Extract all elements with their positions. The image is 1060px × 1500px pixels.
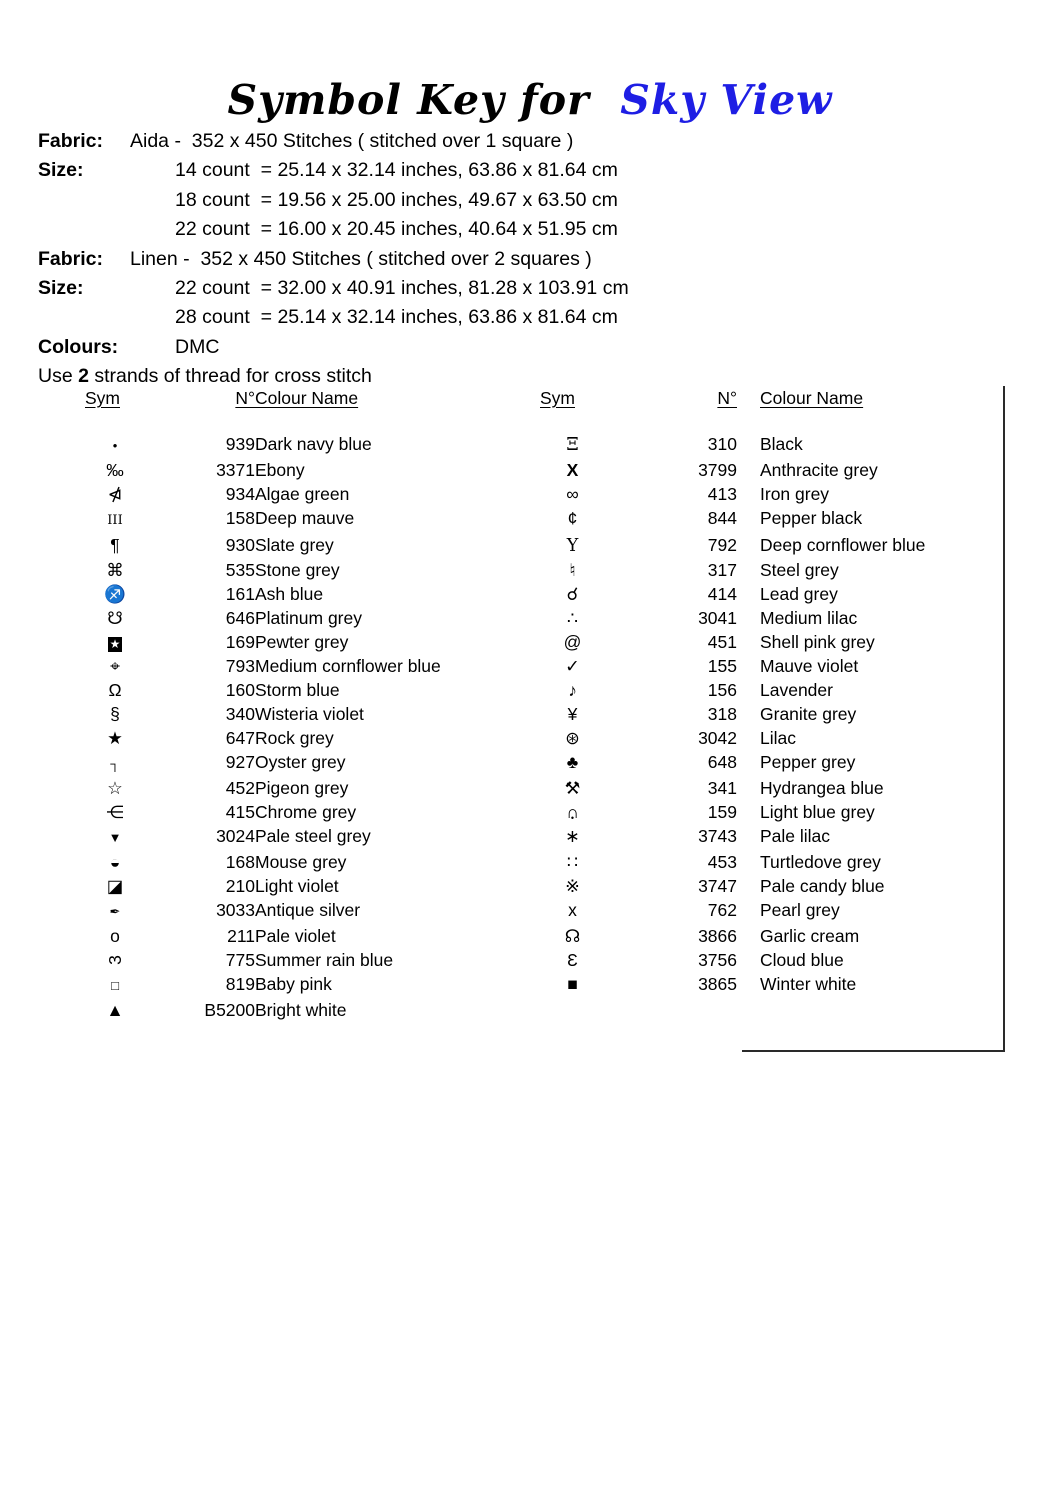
sym-cell: ┐ <box>110 756 120 771</box>
colour-name-cell: Granite grey <box>760 704 857 724</box>
table-row <box>85 998 1005 1022</box>
number-cell: 646 <box>225 608 255 628</box>
number-cell: 3866 <box>698 926 737 946</box>
number-cell: 3024 <box>216 826 255 846</box>
info-text: 18 count = 19.56 x 25.00 inches, 49.67 x 63.50 cm <box>175 188 618 211</box>
colour-name-cell: Black <box>760 434 803 454</box>
colour-name-cell: Rock grey <box>255 728 334 748</box>
sym-cell <box>540 998 605 1022</box>
info-label: Fabric: <box>38 130 104 152</box>
sym-cell: ⌘ <box>106 560 124 580</box>
number-cell: 3371 <box>216 460 255 480</box>
colour-name-cell: Pale candy blue <box>760 876 885 896</box>
number-cell: 415 <box>225 802 255 822</box>
info-row <box>38 186 1028 215</box>
sym-cell: ▲ <box>106 1000 124 1020</box>
colour-name-cell <box>737 998 1005 1022</box>
table-bottom-border <box>742 1050 1005 1052</box>
number-cell: 793 <box>225 656 255 676</box>
table-row <box>85 606 1005 630</box>
colour-name-cell: Light blue grey <box>760 802 875 822</box>
sym-cell: Y <box>566 536 579 556</box>
sym-cell: ⋲ <box>106 802 124 822</box>
sym-cell: o <box>110 926 120 946</box>
page-title <box>0 76 1060 124</box>
table-row <box>85 582 1005 606</box>
number-cell: 452 <box>225 778 255 798</box>
number-cell: 762 <box>707 900 737 920</box>
colour-name-cell: Deep mauve <box>255 508 355 528</box>
number-cell: 211 <box>227 926 255 946</box>
colour-name-cell: Platinum grey <box>255 608 362 628</box>
colour-name-cell: Medium lilac <box>760 608 858 628</box>
sym-cell: ∴ <box>566 608 579 628</box>
colour-name-cell: Algae green <box>255 484 350 504</box>
pattern-name: Sky View <box>605 76 833 124</box>
info-label: Size: <box>38 159 84 182</box>
sym-cell: @ <box>563 632 582 652</box>
number-cell: 451 <box>707 632 737 652</box>
sym-cell: □ <box>111 978 119 993</box>
number-cell: 939 <box>225 434 255 454</box>
colour-name-cell: Turtledove grey <box>760 852 881 872</box>
info-row <box>38 156 1028 185</box>
sym-cell: ☋ <box>107 608 123 628</box>
number-cell: 3041 <box>698 608 737 628</box>
header-name-right: Colour Name <box>760 388 864 408</box>
table-row <box>85 702 1005 726</box>
colour-name-cell: Deep cornflower blue <box>760 535 926 555</box>
number-cell: 819 <box>225 974 255 994</box>
table-row <box>85 948 1005 972</box>
header-sym-right: Sym <box>540 388 575 408</box>
sym-cell: Ω <box>108 680 122 700</box>
colour-name-cell: Pearl grey <box>760 900 840 920</box>
info-label <box>38 303 130 332</box>
info-text: Aida - 352 x 450 Stitches ( stitched over 1 square ) <box>130 130 574 152</box>
table-row <box>85 726 1005 750</box>
colour-name-cell: Mauve violet <box>760 656 859 676</box>
number-cell: 3865 <box>698 974 737 994</box>
colour-name-cell: Storm blue <box>255 680 340 700</box>
sym-cell: ☊ <box>564 926 581 946</box>
strands-note-post: strands of thread for cross stitch <box>88 365 372 388</box>
table-row <box>85 533 1005 558</box>
colour-name-cell: Ebony <box>255 460 305 480</box>
info-label: Size: <box>38 277 84 300</box>
info-row <box>38 274 1028 303</box>
sym-cell: ∩ • <box>540 800 605 824</box>
sym-cell: III <box>107 513 123 528</box>
table-header-row <box>85 388 1005 414</box>
strands-count: 2 <box>78 365 89 388</box>
table-right-border <box>1003 386 1005 1052</box>
table-row <box>85 678 1005 702</box>
sym-cell: ¢ <box>567 508 578 528</box>
colour-name-cell: Antique silver <box>255 900 361 920</box>
number-cell: 340 <box>225 704 255 724</box>
number-cell: 341 <box>707 778 737 798</box>
number-cell: 792 <box>707 535 737 555</box>
number-cell: 535 <box>225 560 255 580</box>
colour-name-cell: Pewter grey <box>255 632 349 652</box>
sym-cell: ¶ <box>110 535 120 555</box>
number-cell: 318 <box>707 704 737 724</box>
number-cell: 413 <box>707 484 737 504</box>
colour-name-cell: Lilac <box>760 728 796 748</box>
colour-name-cell: Cloud blue <box>760 950 844 970</box>
number-cell: 647 <box>225 728 255 748</box>
colour-name-cell: Stone grey <box>255 560 340 580</box>
table-row <box>85 924 1005 948</box>
number-cell: 3799 <box>698 460 737 480</box>
sym-cell: ✒ <box>109 904 121 919</box>
colour-name-cell: Ash blue <box>255 584 324 604</box>
colour-name-cell: Pale violet <box>255 926 336 946</box>
colour-name-cell: Medium cornflower blue <box>255 656 441 676</box>
colour-name-cell: Baby pink <box>255 974 332 994</box>
table-row <box>85 776 1005 800</box>
colour-name-cell: Hydrangea blue <box>760 778 884 798</box>
number-cell: 648 <box>707 752 737 772</box>
colour-name-cell: Anthracite grey <box>760 460 878 480</box>
colour-name-cell: Summer rain blue <box>255 950 394 970</box>
colour-name-cell: Slate grey <box>255 535 334 555</box>
table-row <box>85 654 1005 678</box>
number-cell: 934 <box>225 484 255 504</box>
table-row <box>85 750 1005 776</box>
sym-cell: ✓ <box>565 656 580 676</box>
table-row <box>85 506 1005 533</box>
colour-name-cell: Wisteria violet <box>255 704 364 724</box>
number-cell: 927 <box>225 752 255 772</box>
colour-name-cell: Shell pink grey <box>760 632 875 652</box>
symbol-key-table <box>85 388 1005 1022</box>
sym-cell: ★ <box>107 728 123 748</box>
sym-cell: x <box>568 900 577 920</box>
sym-cell: ◒ <box>109 852 121 872</box>
table-row <box>85 800 1005 824</box>
sym-cell: ¥ <box>567 704 578 724</box>
info-row <box>38 127 1028 156</box>
sym-cell: ※ <box>565 876 580 896</box>
number-cell <box>605 998 737 1022</box>
sym-cell: ♐ <box>104 584 126 604</box>
info-row <box>38 333 1028 362</box>
number-cell: 3033 <box>216 900 255 920</box>
info-row <box>38 245 1028 274</box>
sym-cell: ☌ <box>566 584 579 604</box>
table-row <box>85 414 1005 458</box>
sym-cell: ◪ <box>106 876 124 896</box>
info-text: DMC <box>175 335 220 358</box>
info-text: 22 count = 16.00 x 20.45 inches, 40.64 x 51.95 cm <box>175 218 618 241</box>
table-row <box>85 850 1005 874</box>
sym-cell: ∞ <box>566 484 579 504</box>
number-cell: 844 <box>707 508 737 528</box>
info-row <box>38 303 1028 332</box>
number-cell: 775 <box>225 950 255 970</box>
number-cell: 3747 <box>698 876 737 896</box>
table-row <box>85 898 1005 924</box>
table-row <box>85 972 1005 998</box>
table-row <box>85 558 1005 582</box>
colour-name-cell: Mouse grey <box>255 852 347 872</box>
number-cell: 453 <box>707 852 737 872</box>
number-cell: 210 <box>225 876 255 896</box>
sym-cell: Ξ <box>566 435 579 455</box>
info-label: Fabric: <box>38 247 104 270</box>
number-cell: 3743 <box>698 826 737 846</box>
number-cell: 168 <box>225 852 255 872</box>
sym-cell: X <box>566 460 579 480</box>
header-sym-left: Sym <box>85 388 120 408</box>
sym-cell: ■ <box>567 974 578 994</box>
number-cell: 169 <box>225 632 255 652</box>
sym-cell: ∗ <box>565 826 580 846</box>
colour-name-cell: Pepper grey <box>760 752 856 772</box>
info-label: Colours: <box>38 335 119 358</box>
sym-cell: ⊛ <box>565 728 580 748</box>
sym-cell: ♪ <box>568 680 577 700</box>
table-row <box>85 824 1005 850</box>
colour-name-cell: Winter white <box>760 974 857 994</box>
info-label <box>38 186 130 215</box>
number-cell: 310 <box>707 434 737 454</box>
table-row <box>85 630 1005 654</box>
number-cell: 930 <box>225 535 255 555</box>
sym-cell: ⚒ <box>564 778 581 798</box>
title-prefix: Symbol Key for <box>227 76 606 124</box>
sym-cell: ♮ <box>569 560 576 580</box>
sym-cell: ♣ <box>566 752 579 772</box>
colour-name-cell: Pigeon grey <box>255 778 349 798</box>
header-name-left: Colour Name <box>255 388 359 408</box>
info-text: Linen - 352 x 450 Stitches ( stitched over 2 squares ) <box>130 247 592 270</box>
number-cell: 158 <box>225 508 255 528</box>
colour-name-cell: Bright white <box>255 1000 347 1020</box>
header-num-right: N° <box>717 388 737 408</box>
strands-note-pre: Use <box>38 365 79 388</box>
colour-name-cell: Pale steel grey <box>255 826 371 846</box>
sym-cell: • <box>112 438 118 453</box>
colour-name-cell: Lavender <box>760 680 833 700</box>
sym-cell: § <box>110 704 120 724</box>
sym-cell: ⋪ <box>107 484 123 504</box>
colour-name-cell: Steel grey <box>760 560 839 580</box>
sym-cell: ∷ <box>566 852 579 872</box>
colour-name-cell: Iron grey <box>760 484 830 504</box>
info-text: 28 count = 25.14 x 32.14 inches, 63.86 x 81.64 cm <box>175 306 618 329</box>
number-cell: 156 <box>707 680 737 700</box>
number-cell: B5200 <box>204 1000 255 1020</box>
info-text: 14 count = 25.14 x 32.14 inches, 63.86 x 81.64 cm <box>175 159 618 182</box>
colour-name-cell: Dark navy blue <box>255 434 372 454</box>
colour-name-cell: Garlic cream <box>760 926 860 946</box>
number-cell: 317 <box>707 560 737 580</box>
colour-name-cell: Light violet <box>255 876 339 896</box>
sym-cell: 3 <box>104 955 125 965</box>
sym-cell: ‰ <box>106 460 124 480</box>
number-cell: 414 <box>707 584 737 604</box>
sym-cell: ▼ <box>108 830 122 845</box>
sym-cell: ☆ <box>107 778 123 798</box>
info-label <box>38 215 130 244</box>
sym-cell: ⌖ <box>110 656 120 676</box>
table-row <box>85 482 1005 506</box>
number-cell: 161 <box>225 584 255 604</box>
number-cell: 3042 <box>698 728 737 748</box>
table-row <box>85 458 1005 482</box>
colour-name-cell: Pepper black <box>760 508 863 528</box>
number-cell: 159 <box>707 802 737 822</box>
number-cell: 3756 <box>698 950 737 970</box>
sym-cell: Ɛ <box>567 950 578 970</box>
info-row <box>38 215 1028 244</box>
colour-name-cell: Oyster grey <box>255 752 346 772</box>
table-row <box>85 874 1005 898</box>
number-cell: 155 <box>707 656 737 676</box>
number-cell: 160 <box>225 680 255 700</box>
colour-name-cell: Lead grey <box>760 584 838 604</box>
fabric-info-block <box>38 127 1028 392</box>
colour-name-cell: Chrome grey <box>255 802 357 822</box>
sym-cell: ★ <box>109 637 121 651</box>
info-text: 22 count = 32.00 x 40.91 inches, 81.28 x 103.91 cm <box>175 277 629 300</box>
colour-name-cell: Pale lilac <box>760 826 831 846</box>
header-num-left: N° <box>235 388 255 408</box>
